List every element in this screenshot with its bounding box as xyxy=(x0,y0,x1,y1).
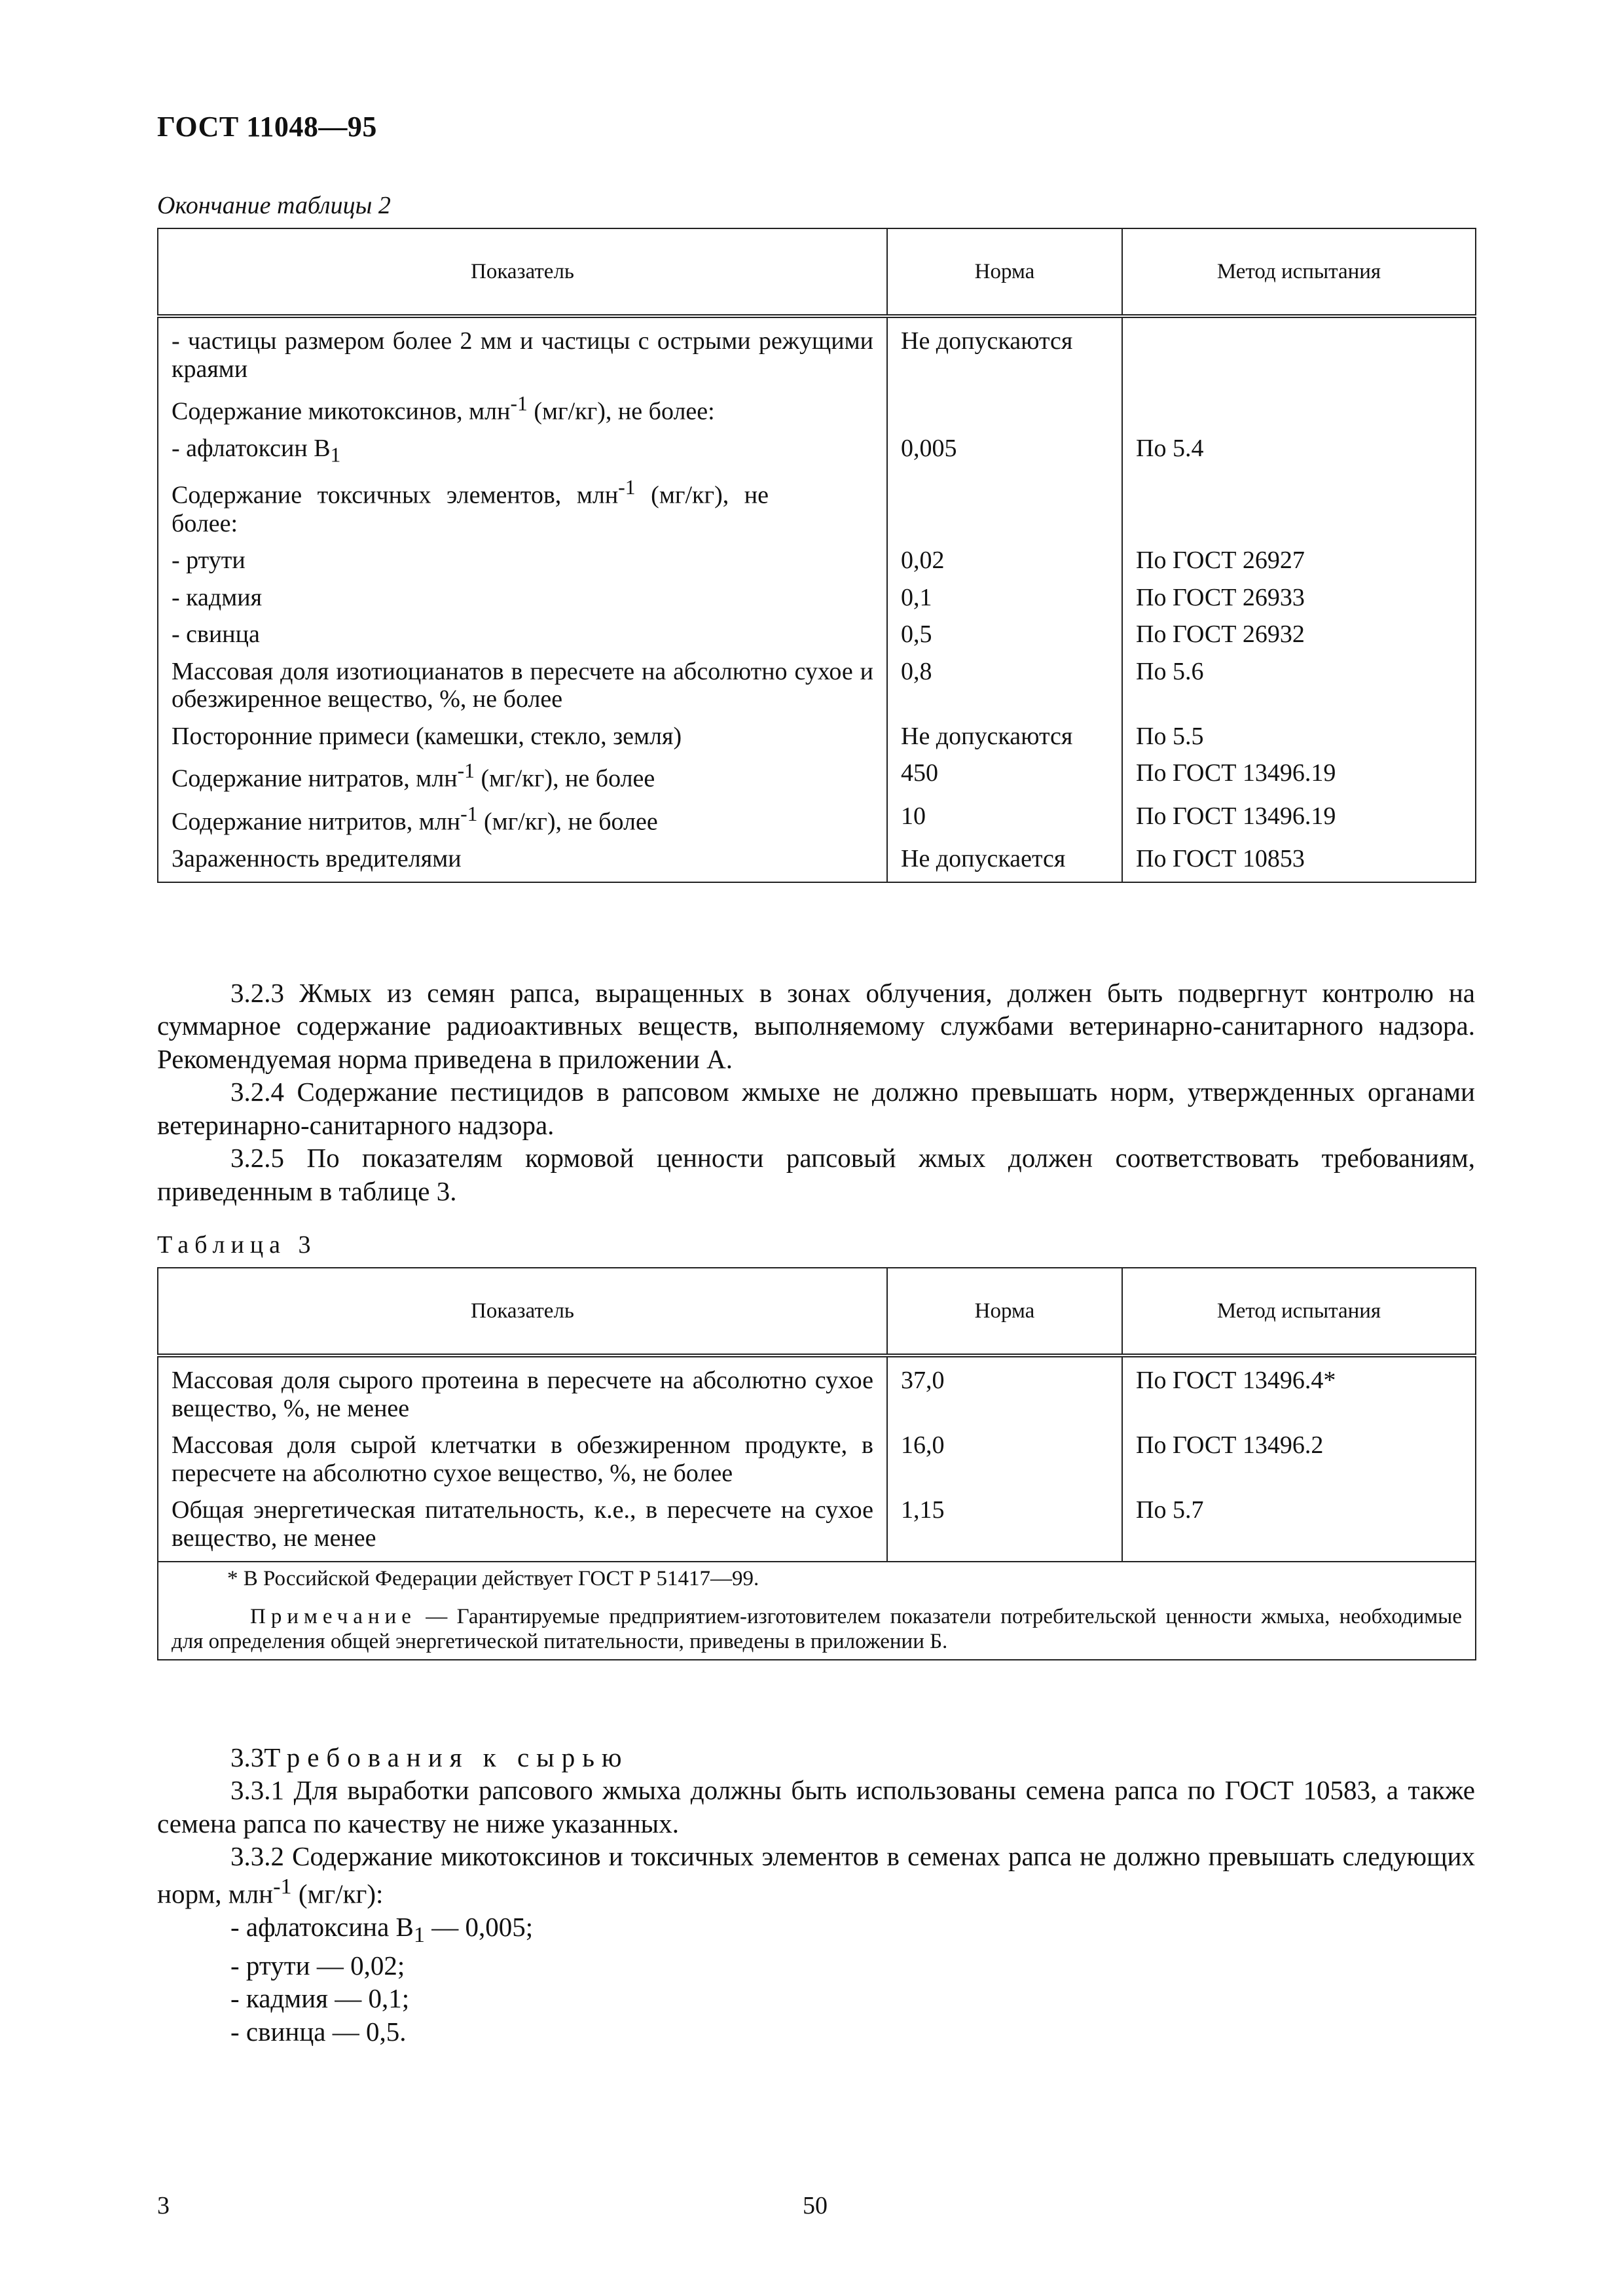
paragraph-3-2-3: 3.2.3 Жмых из семян рапса, выращенных в зонах облучения, должен быть подвергнут контролю на суммарное содержание радиоактивных веществ, выполняемому службами ветеринарно-санитарного надзора. Рекомендуемая норма приведена в приложении А. xyxy=(157,978,1475,1074)
table2-header-norm: Норма xyxy=(887,228,1122,316)
paragraph-3-3-1: 3.3.1 Для выработки рапсового жмыха должны быть использованы семена рапса по ГОСТ 10583, а также семена рапса по качеству не ниже указанных. xyxy=(157,1775,1475,1839)
table3-header-indicator: Показатель xyxy=(158,1268,887,1355)
paragraphs-3-2 xyxy=(157,977,1475,1208)
table-row: Общая энергетическая питательность, к.е., в пересчете на сухое вещество, не менее 1,15 По 5.7 xyxy=(158,1492,1476,1562)
page-number-center: 50 xyxy=(803,2192,828,2219)
paragraph-3-2-5: 3.2.5 По показателям кормовой ценности рапсовый жмых должен соответствовать требованиям, приведенным в таблице 3. xyxy=(157,1143,1475,1206)
table-row: Содержание нитратов, млн$^{-1}$ (мг/кг), не более 450 По ГОСТ 13496.19 xyxy=(158,755,1476,797)
table3-header-method: Метод испытания xyxy=(1122,1268,1476,1355)
table-row: - афлатоксин $B_1$ 0,005 По 5.4 xyxy=(158,430,1476,471)
document-title: ГОСТ 11048—95 xyxy=(157,111,377,143)
table-row: Содержание токсичных элементов, млн$^{-1}$ (мг/кг), не более: xyxy=(158,471,1476,542)
page-number-left: 3 xyxy=(157,2192,170,2219)
table2-header-method: Метод испытания xyxy=(1122,228,1476,316)
table-notes-row xyxy=(158,1562,1476,1660)
section-3-3 xyxy=(157,1741,1475,2048)
table-row: Содержание микотоксинов, млн$^{-1}$ (мг/кг), не более: xyxy=(158,387,1476,430)
table-2 xyxy=(157,228,1476,883)
paragraph-3-3-2: 3.3.2 Содержание микотоксинов и токсичных элементов в семенах рапса не должно превышать следующих норм, млн$^{-1}$ (мг/кг): xyxy=(157,1841,1475,1909)
table-row: Содержание нитритов, млн$^{-1}$ (мг/кг), не более 10 По ГОСТ 13496.19 xyxy=(158,798,1476,840)
table3-footnote: * В Российской Федерации действует ГОСТ Р 51417—99. xyxy=(227,1567,759,1591)
table3-header-norm: Норма xyxy=(887,1268,1122,1355)
norms-list xyxy=(230,1910,1475,2048)
table-row: - кадмия 0,1 По ГОСТ 26933 xyxy=(158,579,1476,617)
table-row: Массовая доля сырой клетчатки в обезжиренном продукте, в пересчете на абсолютно сухое вещество, %, не более 16,0 По ГОСТ 13496.2 xyxy=(158,1427,1476,1492)
table2-header-indicator: Показатель xyxy=(158,228,887,316)
table-row: - ртути 0,02 По ГОСТ 26927 xyxy=(158,542,1476,579)
list-item: - афлатоксина $B_1$ — 0,005; xyxy=(230,1911,534,1947)
table-row: Массовая доля сырого протеина в пересчете на абсолютно сухое вещество, %, не менее 37,0 По ГОСТ 13496.4* xyxy=(158,1355,1476,1427)
table3-note: Примечание — Гарантируемые предприятием-изготовителем показатели потребительской ценности жмыха, необходимые для определения общей энергетической питательности, приведены в приложении Б. xyxy=(172,1605,1462,1654)
table-row: - свинца 0,5 По ГОСТ 26932 xyxy=(158,616,1476,653)
section-3-3-heading: 3.3Требования к сырью xyxy=(230,1742,629,1772)
table2-caption: Окончание таблицы 2 xyxy=(157,192,391,219)
table-3 xyxy=(157,1267,1476,1660)
table-row: - частицы размером более 2 мм и частицы с острыми режущими краями Не допускаются xyxy=(158,316,1476,387)
table-row: Зараженность вредителями Не допускается По ГОСТ 10853 xyxy=(158,840,1476,883)
list-item: - свинца — 0,5. xyxy=(230,2016,407,2047)
table-row: Посторонние примеси (камешки, стекло, земля) Не допускаются По 5.5 xyxy=(158,718,1476,755)
paragraph-3-2-4: 3.2.4 Содержание пестицидов в рапсовом жмыхе не должно превышать норм, утвержденных органами ветеринарно-санитарного надзора. xyxy=(157,1077,1475,1140)
list-item: - кадмия — 0,1; xyxy=(230,1983,410,2014)
table3-caption: Таблица 3 xyxy=(157,1231,317,1259)
list-item: - ртути — 0,02; xyxy=(230,1950,405,1981)
table-row: Массовая доля изотиоцианатов в пересчете на абсолютно сухое и обезжиренное вещество, %, не более 0,8 По 5.6 xyxy=(158,653,1476,718)
